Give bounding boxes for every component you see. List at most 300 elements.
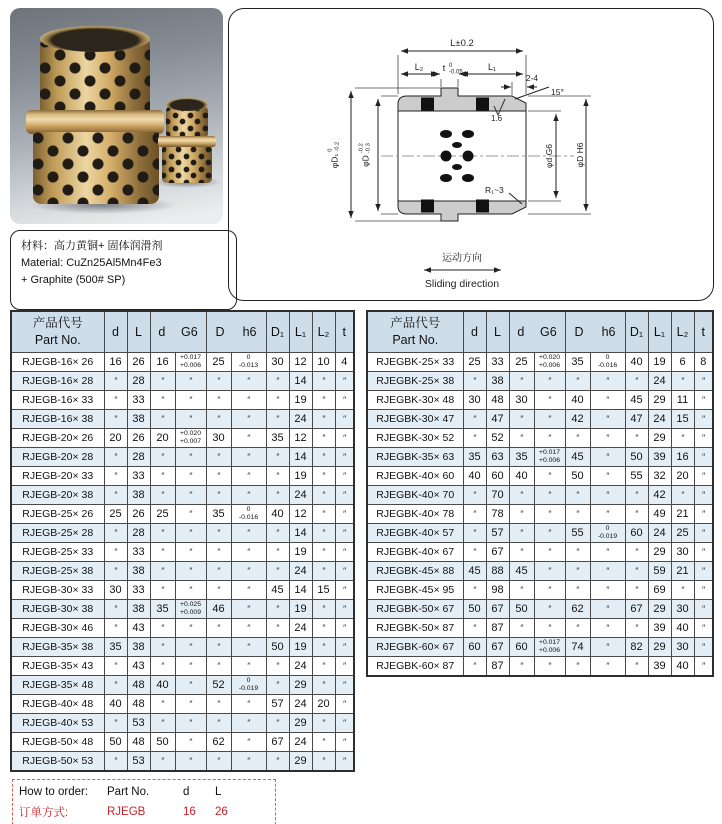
value-cell: 24 [289,410,312,429]
value-cell: 35 [104,638,127,657]
value-cell: 48 [127,733,150,752]
value-cell: ″ [534,543,565,562]
value-cell: ″ [534,657,565,677]
value-cell: ″ [590,391,625,410]
value-cell: ″ [590,467,625,486]
value-cell: ″ [534,391,565,410]
value-cell: 50 [104,733,127,752]
value-cell: ″ [104,619,127,638]
value-cell: ″ [231,695,266,714]
value-cell: 63 [486,448,509,467]
value-cell: ″ [463,486,486,505]
value-cell: 19 [289,600,312,619]
value-cell: ″ [231,714,266,733]
value-cell: 45 [463,562,486,581]
table-row [367,638,713,657]
how-to-order-box [12,779,276,824]
value-cell: ″ [312,486,335,505]
value-cell: 60 [625,524,648,543]
value-cell: ″ [150,543,175,562]
value-cell: ″ [509,505,534,524]
value-cell: 33 [486,353,509,372]
value-cell: ″ [312,600,335,619]
value-cell: 45 [565,448,590,467]
value-cell: ″ [206,581,231,600]
value-cell: ″ [231,486,266,505]
part-no-cell: RJEGBK-40× 78 [367,505,463,524]
table-row [367,486,713,505]
value-cell: ″ [335,714,354,733]
table-row [11,695,354,714]
value-cell: ″ [335,676,354,695]
part-no-cell: RJEGB-16× 28 [11,372,104,391]
value-cell: 29 [289,752,312,772]
value-cell: ″ [175,581,206,600]
col-L1: L₁ [648,311,671,353]
value-cell: ″ [104,714,127,733]
value-cell: 50 [509,600,534,619]
roughness-label: 1.6 [491,114,503,123]
table-row [367,619,713,638]
part-no-cell: RJEGB-50× 53 [11,752,104,772]
value-cell: ″ [206,619,231,638]
value-cell: ″ [694,638,713,657]
radius-label: R₁~3 [485,185,504,195]
direction-label-zh: 运动方向 [442,253,482,264]
value-cell: 29 [648,429,671,448]
value-cell: ″ [266,543,289,562]
value-cell: ″ [625,486,648,505]
value-cell: ″ [335,581,354,600]
part-no-cell: RJEGB-30× 33 [11,581,104,600]
table-row [11,486,354,505]
value-cell: 67 [625,600,648,619]
table-row [11,524,354,543]
value-cell: ″ [463,505,486,524]
header-row [367,311,713,353]
table-row [11,429,354,448]
value-cell: 42 [565,410,590,429]
col-L: L [486,311,509,353]
value-cell: ″ [206,714,231,733]
value-cell: 55 [565,524,590,543]
value-cell: ″ [565,619,590,638]
value-cell: 48 [127,676,150,695]
value-cell: ″ [231,448,266,467]
part-no-cell: RJEGBK-50× 67 [367,600,463,619]
value-cell: ″ [463,581,486,600]
value-cell: 67 [486,543,509,562]
value-cell: 98 [486,581,509,600]
value-cell: ″ [463,543,486,562]
value-cell: 47 [625,410,648,429]
value-cell: 16 [150,353,175,372]
value-cell: 29 [289,714,312,733]
value-cell: ″ [266,467,289,486]
value-cell: ″ [694,505,713,524]
value-cell: ″ [671,486,694,505]
value-cell: 40 [625,353,648,372]
value-cell: ″ [312,429,335,448]
value-cell: ″ [671,581,694,600]
value-cell: ″ [231,562,266,581]
value-cell: ″ [206,543,231,562]
value-cell: ″ [150,372,175,391]
value-cell: 43 [127,619,150,638]
value-cell: 40 [463,467,486,486]
part-no-cell: RJEGB-16× 38 [11,410,104,429]
table-row [11,733,354,752]
value-cell: ″ [335,429,354,448]
value-cell: 78 [486,505,509,524]
order-part-no-label: Part No. [107,786,150,798]
part-no-cell: RJEGB-25× 26 [11,505,104,524]
value-cell: ″ [206,372,231,391]
value-cell: ″ [534,429,565,448]
value-cell: ″ [625,429,648,448]
value-cell: 67 [486,638,509,657]
value-cell: ″ [175,619,206,638]
value-cell: ″ [150,524,175,543]
dim-t-label: t [442,63,446,73]
part-no-cell: RJEGBK-25× 33 [367,353,463,372]
value-cell: ″ [104,543,127,562]
value-cell: ″ [175,486,206,505]
order-label-zh: 订单方式: [19,807,69,819]
value-cell: 14 [289,448,312,467]
value-cell: 52 [206,676,231,695]
value-cell: 28 [127,372,150,391]
value-cell: 12 [289,353,312,372]
value-cell: 20 [312,695,335,714]
value-cell: ″ [206,391,231,410]
value-cell: ″ [509,486,534,505]
value-cell: ″ [590,581,625,600]
value-cell: ″ [231,543,266,562]
value-cell: ″ [335,505,354,524]
value-cell: 35 [150,600,175,619]
col-part-no: 产品代号 Part No. [367,311,463,353]
material-box [10,230,237,310]
value-cell: +0.017 +0.006 [534,638,565,657]
value-cell: ″ [312,657,335,676]
part-no-cell: RJEGB-16× 26 [11,353,104,372]
value-cell: ″ [266,619,289,638]
value-cell: 24 [289,733,312,752]
value-cell: ″ [463,372,486,391]
value-cell: ″ [206,657,231,676]
order-L-label: L [215,786,222,798]
value-cell: 24 [648,372,671,391]
value-cell: ″ [175,638,206,657]
value-cell: ″ [312,524,335,543]
part-no-cell: RJEGB-30× 46 [11,619,104,638]
value-cell: ″ [463,657,486,677]
value-cell: 45 [625,391,648,410]
col-L1: L₁ [289,311,312,353]
value-cell: ″ [625,581,648,600]
value-cell: 87 [486,619,509,638]
order-d-label: d [183,786,190,798]
table-row [11,372,354,391]
value-cell: 39 [648,657,671,677]
table-row [11,467,354,486]
value-cell: ″ [565,505,590,524]
value-cell: 0 -0.016 [590,353,625,372]
value-cell: ″ [231,581,266,600]
table-row [11,353,354,372]
dim-angle-label: 15° [551,87,564,97]
material-line-en2: + Graphite (500# SP) [21,274,126,287]
table-row [11,581,354,600]
dim-L1-label: L₁ [487,62,497,72]
rjegbk-table [366,310,714,677]
value-cell: 50 [565,467,590,486]
value-cell: ″ [509,581,534,600]
value-cell: 45 [509,562,534,581]
value-cell: ″ [534,410,565,429]
value-cell: ″ [206,752,231,772]
value-cell: 25 [206,353,231,372]
value-cell: 10 [312,353,335,372]
value-cell: ″ [175,562,206,581]
value-cell: ″ [590,448,625,467]
value-cell: 39 [648,448,671,467]
value-cell: ″ [206,638,231,657]
dim-t-tol-bottom: -0.05 [449,69,463,76]
value-cell: ″ [266,372,289,391]
value-cell: 19 [648,353,671,372]
value-cell: 16 [671,448,694,467]
part-no-cell: RJEGBK-25× 38 [367,372,463,391]
value-cell: ″ [312,733,335,752]
table-row [367,581,713,600]
value-cell: ″ [150,657,175,676]
value-cell: ″ [335,543,354,562]
part-no-cell: RJEGBK-40× 60 [367,467,463,486]
value-cell: ″ [150,448,175,467]
table-row [11,505,354,524]
part-no-cell: RJEGBK-60× 67 [367,638,463,657]
table-row [11,638,354,657]
value-cell: ″ [312,505,335,524]
value-cell: ″ [590,638,625,657]
value-cell: ″ [231,657,266,676]
value-cell: ″ [335,600,354,619]
value-cell: 62 [565,600,590,619]
value-cell: ″ [565,543,590,562]
value-cell: ″ [565,486,590,505]
value-cell: ″ [312,638,335,657]
part-no-cell: RJEGB-20× 28 [11,448,104,467]
value-cell: ″ [335,372,354,391]
value-cell: 26 [127,505,150,524]
value-cell: 20 [150,429,175,448]
value-cell: 25 [509,353,534,372]
value-cell: +0.025 +0.009 [175,600,206,619]
part-no-cell: RJEGB-35× 38 [11,638,104,657]
col-D1: D₁ [625,311,648,353]
value-cell: ″ [694,448,713,467]
value-cell: 24 [648,410,671,429]
value-cell: 24 [289,695,312,714]
col-D-h6: D h6 [206,311,266,353]
value-cell: ″ [175,676,206,695]
table-row [11,391,354,410]
value-cell: ″ [231,619,266,638]
value-cell: 0 -0.013 [231,353,266,372]
value-cell: 52 [486,429,509,448]
value-cell: ″ [694,372,713,391]
col-part-no: 产品代号 Part No. [11,311,104,353]
value-cell: 28 [127,524,150,543]
col-d-G6: d G6 [150,311,206,353]
table-row [367,353,713,372]
part-no-cell: RJEGB-40× 48 [11,695,104,714]
order-part-no-example: RJEGB [107,806,146,818]
value-cell: ″ [266,410,289,429]
value-cell: ″ [104,676,127,695]
value-cell: 16 [104,353,127,372]
value-cell: 40 [565,391,590,410]
value-cell: ″ [231,429,266,448]
value-cell: 42 [648,486,671,505]
value-cell: ″ [312,562,335,581]
table-row [367,429,713,448]
value-cell: ″ [590,372,625,391]
value-cell: ″ [534,467,565,486]
value-cell: ″ [150,467,175,486]
table-row [11,600,354,619]
value-cell: 35 [463,448,486,467]
part-no-cell: RJEGBK-45× 88 [367,562,463,581]
value-cell: 29 [648,638,671,657]
value-cell: 25 [104,505,127,524]
drawing-svg [229,9,709,296]
value-cell: 40 [671,619,694,638]
value-cell: ″ [509,657,534,677]
value-cell: 20 [104,429,127,448]
value-cell: 67 [486,600,509,619]
value-cell: ″ [565,372,590,391]
value-cell: ″ [231,752,266,772]
value-cell: 35 [565,353,590,372]
value-cell: ″ [509,524,534,543]
value-cell: 20 [671,467,694,486]
value-cell: 29 [648,600,671,619]
value-cell: ″ [335,391,354,410]
value-cell: ″ [534,505,565,524]
value-cell: ″ [231,467,266,486]
value-cell: 48 [486,391,509,410]
value-cell: ″ [335,752,354,772]
header-row [11,311,354,353]
value-cell: 24 [289,486,312,505]
value-cell: 69 [648,581,671,600]
part-no-cell: RJEGBK-40× 57 [367,524,463,543]
value-cell: 38 [486,372,509,391]
value-cell: ″ [231,391,266,410]
value-cell: ″ [312,676,335,695]
value-cell: 15 [671,410,694,429]
value-cell: 57 [266,695,289,714]
value-cell: ″ [534,372,565,391]
part-no-cell: RJEGBK-30× 48 [367,391,463,410]
value-cell: 59 [648,562,671,581]
value-cell: ″ [534,562,565,581]
value-cell: 50 [150,733,175,752]
value-cell: 35 [266,429,289,448]
value-cell: ″ [694,429,713,448]
order-label-en: How to order: [19,786,89,798]
value-cell: 40 [104,695,127,714]
value-cell: ″ [509,619,534,638]
value-cell: 32 [648,467,671,486]
value-cell: 24 [648,524,671,543]
table-row [367,600,713,619]
value-cell: ″ [509,372,534,391]
value-cell: 87 [486,657,509,677]
table-row [11,410,354,429]
value-cell: ″ [590,486,625,505]
value-cell: ″ [206,448,231,467]
value-cell: ″ [104,657,127,676]
value-cell: ″ [625,505,648,524]
value-cell: ″ [312,391,335,410]
part-no-cell: RJEGB-50× 48 [11,733,104,752]
value-cell: 40 [509,467,534,486]
value-cell: ″ [175,448,206,467]
value-cell: ″ [565,657,590,677]
value-cell: ″ [625,562,648,581]
value-cell: ″ [534,524,565,543]
value-cell: ″ [565,562,590,581]
value-cell: ″ [175,505,206,524]
table-row [11,752,354,772]
value-cell: ″ [104,562,127,581]
table-row [11,657,354,676]
value-cell: ″ [104,486,127,505]
value-cell: ″ [175,752,206,772]
col-D-h6: D h6 [565,311,625,353]
table-row [11,543,354,562]
value-cell: 25 [463,353,486,372]
value-cell: ″ [625,657,648,677]
order-L-example: 26 [215,806,228,818]
value-cell: 45 [266,581,289,600]
part-no-cell: RJEGB-20× 33 [11,467,104,486]
value-cell: 30 [463,391,486,410]
value-cell: ″ [150,619,175,638]
part-no-cell: RJEGB-20× 38 [11,486,104,505]
value-cell: 19 [289,638,312,657]
value-cell: ″ [335,524,354,543]
value-cell: 53 [127,752,150,772]
value-cell: ″ [312,372,335,391]
value-cell: ″ [694,391,713,410]
table-row [367,448,713,467]
value-cell: 6 [671,353,694,372]
value-cell: ″ [590,619,625,638]
value-cell: ″ [509,410,534,429]
value-cell: 30 [206,429,231,448]
value-cell: ″ [150,752,175,772]
table-row [11,714,354,733]
part-no-cell: RJEGB-25× 38 [11,562,104,581]
value-cell: ″ [694,467,713,486]
part-no-cell: RJEGBK-40× 70 [367,486,463,505]
value-cell: ″ [335,448,354,467]
